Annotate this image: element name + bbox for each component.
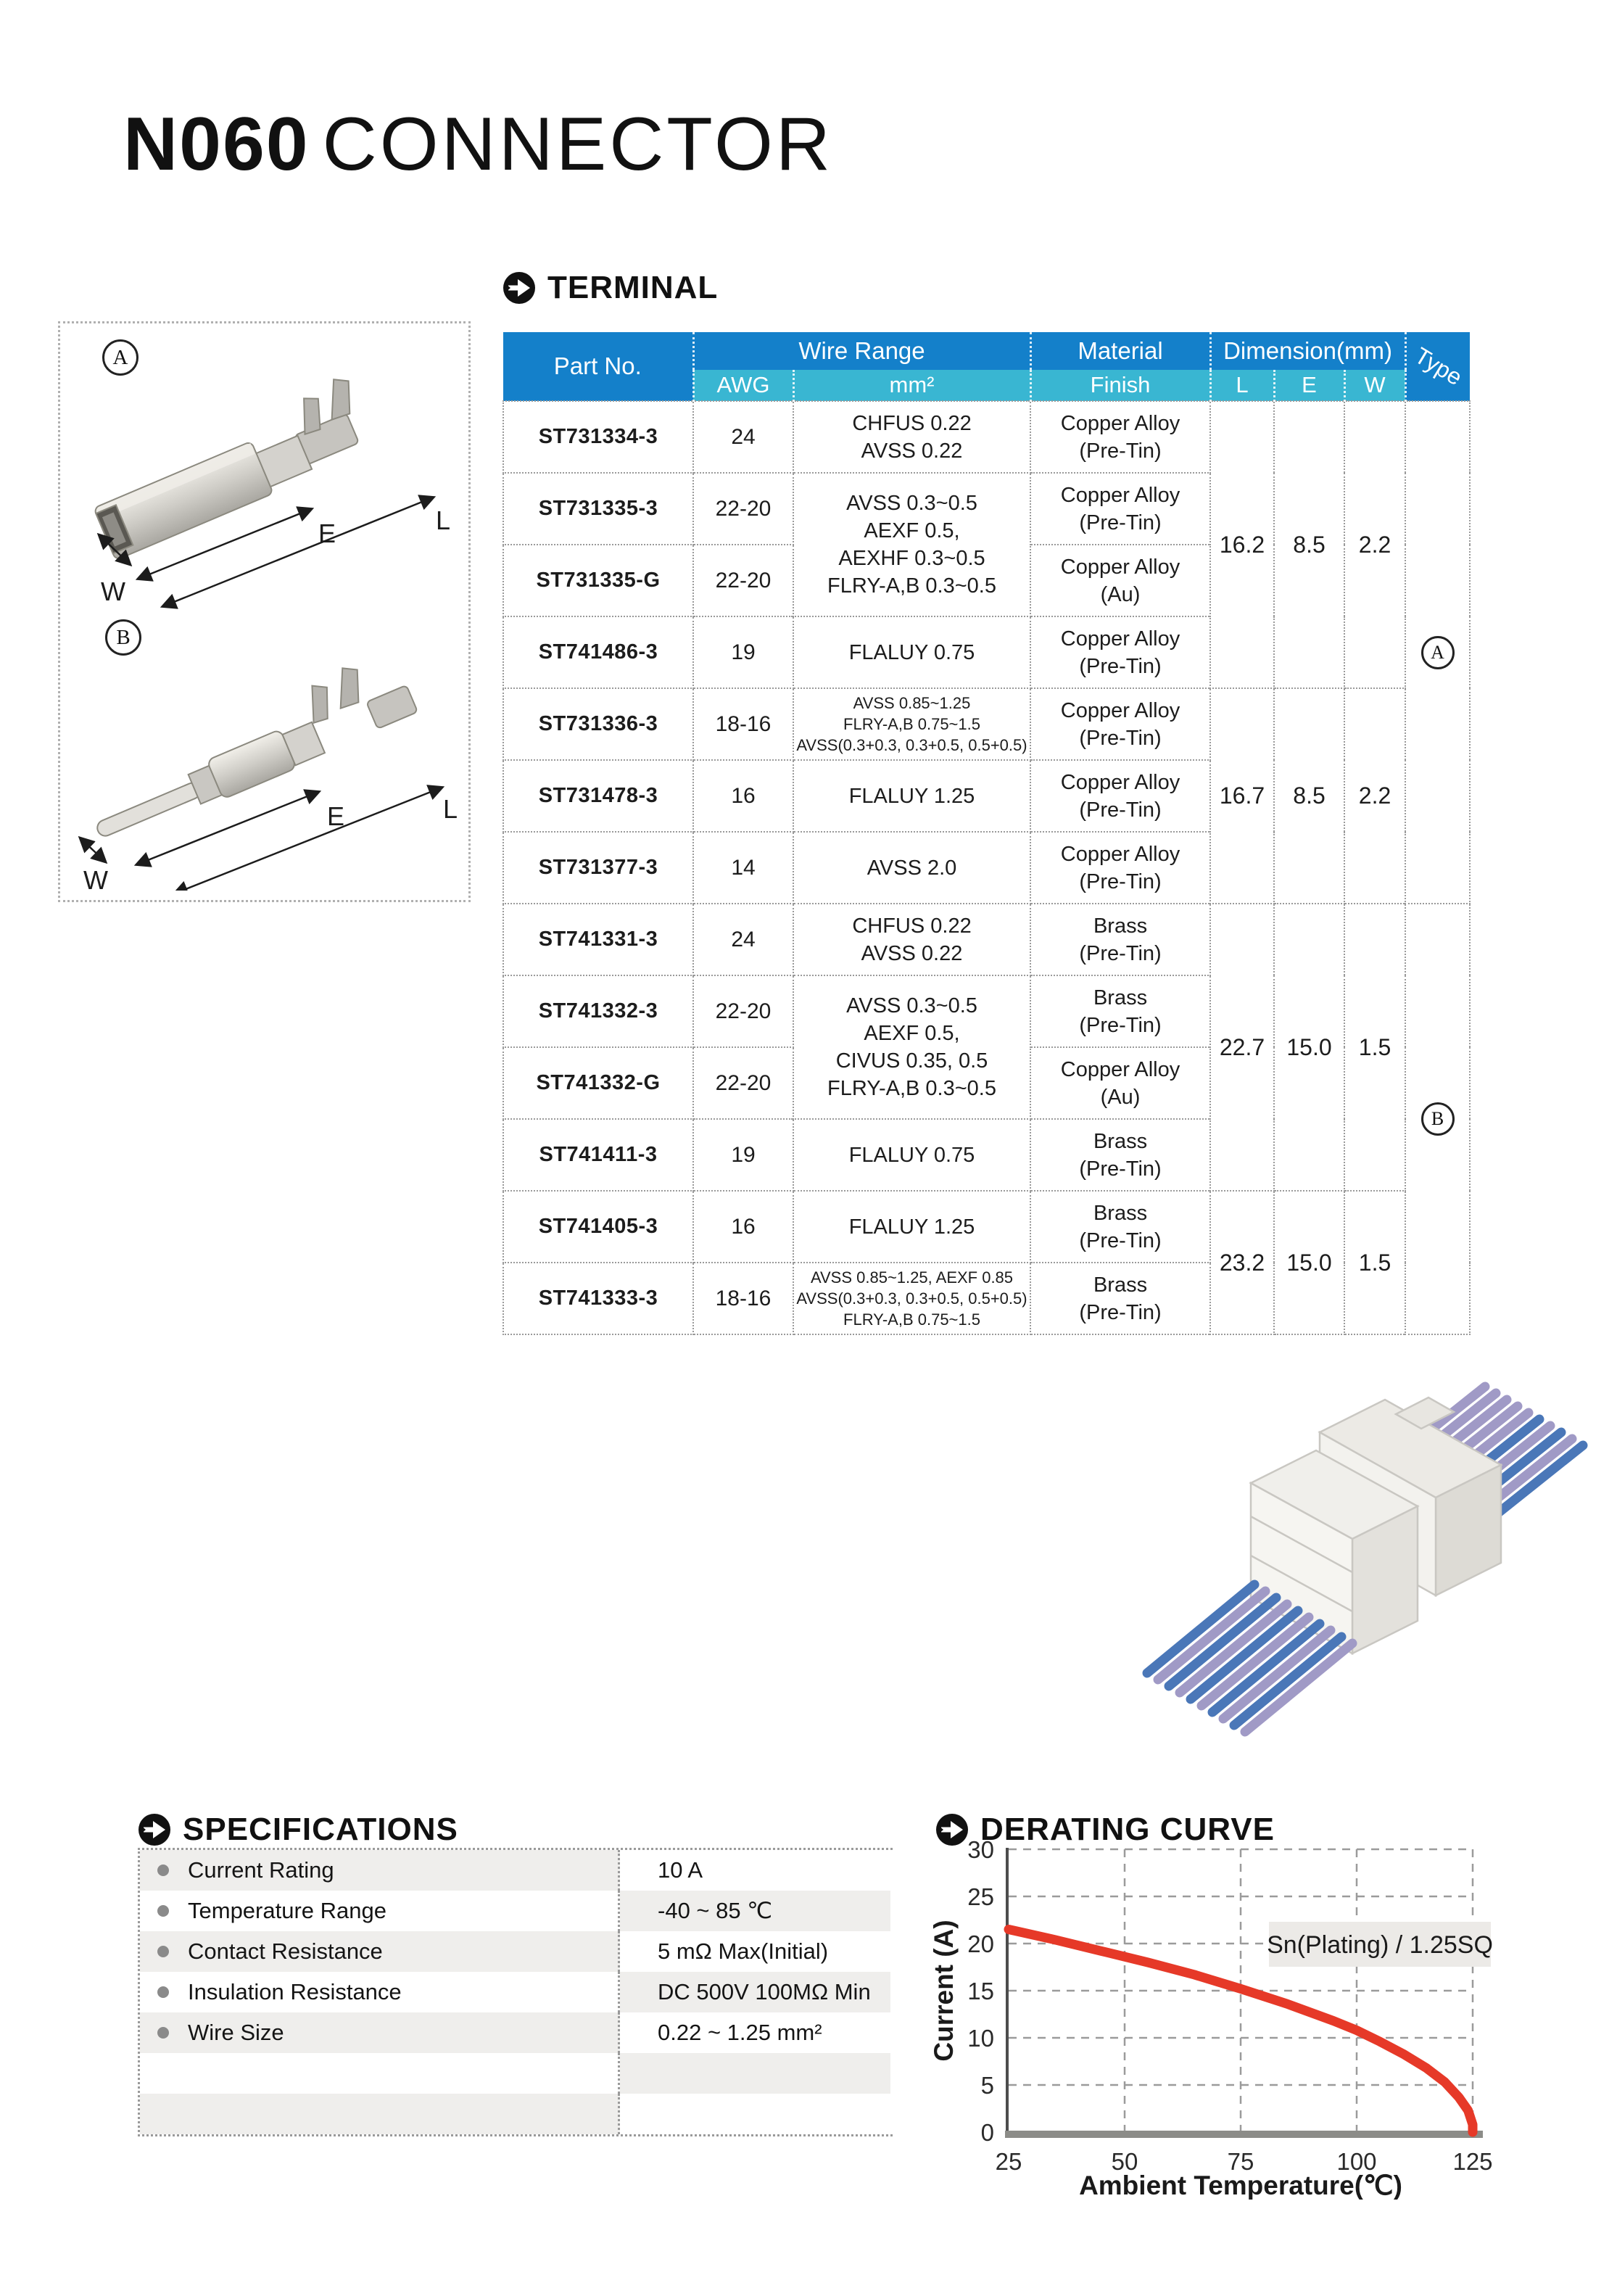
- col-header-dim-l: L: [1210, 370, 1274, 401]
- awg-cell: 18-16: [693, 1263, 793, 1334]
- part-no-cell: ST731478-3: [503, 760, 693, 832]
- col-header-dim-w: W: [1344, 370, 1405, 401]
- page-title-model: N060: [123, 102, 310, 186]
- material-finish-cell: Brass (Pre-Tin): [1030, 904, 1210, 975]
- dim-w-cell: 1.5: [1344, 1191, 1405, 1334]
- y-tick-label: 30: [967, 1836, 994, 1863]
- type-b-marker: B: [105, 619, 141, 656]
- material-finish-cell: Copper Alloy (Pre-Tin): [1030, 688, 1210, 760]
- type-cell: [1405, 401, 1470, 904]
- dim-e-label-b: E: [327, 801, 345, 831]
- spec-value: DC 500V 100MΩ Min: [658, 1979, 871, 2004]
- part-no-cell: ST731335-3: [503, 473, 693, 545]
- derating-section-title: DERATING CURVE: [980, 1812, 1275, 1847]
- spec-value-cell: [620, 1972, 890, 2012]
- dim-e-label-a: E: [318, 519, 336, 548]
- type-a-marker: A: [102, 339, 138, 376]
- terminal-a-illustration: [66, 348, 461, 618]
- material-finish-cell: Copper Alloy (Pre-Tin): [1030, 401, 1210, 473]
- part-no-cell: ST741331-3: [503, 904, 693, 975]
- part-no-cell: ST741332-G: [503, 1047, 693, 1119]
- col-header-finish: Finish: [1030, 370, 1210, 401]
- spec-row: [140, 2094, 893, 2134]
- awg-cell: 14: [693, 832, 793, 904]
- y-tick-label: 25: [967, 1883, 994, 1910]
- spec-label: Temperature Range: [188, 1898, 386, 1923]
- material-finish-cell: Copper Alloy (Pre-Tin): [1030, 760, 1210, 832]
- spec-label: Current Rating: [188, 1857, 334, 1883]
- col-header-wire-range: Wire Range: [693, 332, 1030, 370]
- part-no-cell: ST741411-3: [503, 1119, 693, 1191]
- wire-range-cell: AVSS 0.85~1.25, AEXF 0.85 AVSS(0.3+0.3, 0.3+0.5, 0.5+0.5) FLRY-A,B 0.75~1.5: [793, 1263, 1030, 1334]
- spec-label: Insulation Resistance: [188, 1979, 402, 2004]
- spec-label-cell: [140, 1931, 620, 1972]
- terminal-table-row: [503, 401, 1470, 473]
- dim-w-label-b: W: [83, 865, 108, 891]
- awg-cell: 22-20: [693, 975, 793, 1047]
- dim-e-cell: 15.0: [1274, 1191, 1344, 1334]
- material-finish-cell: Copper Alloy (Au): [1030, 545, 1210, 616]
- awg-cell: 24: [693, 401, 793, 473]
- y-tick-label: 15: [967, 1978, 994, 2004]
- spec-label-cell: [140, 2012, 620, 2053]
- part-no-cell: ST741486-3: [503, 616, 693, 688]
- col-header-awg: AWG: [693, 370, 793, 401]
- annotation-label: Sn(Plating) / 1.25SQ: [1267, 1931, 1493, 1959]
- wire-range-cell: AVSS 2.0: [793, 832, 1030, 904]
- part-no-cell: ST741333-3: [503, 1263, 693, 1334]
- terminal-diagram-panel: [58, 321, 471, 902]
- spec-value-cell: [620, 2012, 890, 2053]
- spec-row: [140, 1931, 893, 1972]
- type-cell: [1405, 904, 1470, 1334]
- page-title: [123, 102, 833, 188]
- dim-l-label-a: L: [436, 505, 451, 535]
- specifications-table: [138, 1848, 893, 2136]
- y-tick-label: 10: [967, 2025, 994, 2052]
- terminal-table-row: [503, 1191, 1470, 1263]
- y-tick-label: 5: [980, 2072, 994, 2099]
- material-finish-cell: Brass (Pre-Tin): [1030, 975, 1210, 1047]
- spec-value-cell: [620, 1931, 890, 1972]
- material-finish-cell: Brass (Pre-Tin): [1030, 1119, 1210, 1191]
- awg-cell: 16: [693, 760, 793, 832]
- type-b-cell-marker: B: [1421, 1102, 1455, 1136]
- awg-cell: 22-20: [693, 545, 793, 616]
- wire-range-cell: CHFUS 0.22 AVSS 0.22: [793, 904, 1030, 975]
- spec-label-cell: [140, 1891, 620, 1931]
- spec-label-cell: [140, 1850, 620, 1891]
- dim-w-cell: 2.2: [1344, 401, 1405, 688]
- awg-cell: 22-20: [693, 473, 793, 545]
- specifications-section-header: [138, 1812, 458, 1848]
- wire-range-cell: FLALUY 0.75: [793, 1119, 1030, 1191]
- wire-range-cell: AVSS 0.3~0.5 AEXF 0.5, CIVUS 0.35, 0.5 FLRY-A,B 0.3~0.5: [793, 975, 1030, 1119]
- page-title-suffix: CONNECTOR: [322, 102, 833, 186]
- wire-range-cell: FLALUY 0.75: [793, 616, 1030, 688]
- wire-range-cell: AVSS 0.85~1.25 FLRY-A,B 0.75~1.5 AVSS(0.3+0.3, 0.3+0.5, 0.5+0.5): [793, 688, 1030, 760]
- x-tick-label: 25: [995, 2148, 1022, 2175]
- dim-e-cell: 8.5: [1274, 401, 1344, 688]
- spec-value: -40 ~ 85 ℃: [658, 1898, 773, 1923]
- awg-cell: 22-20: [693, 1047, 793, 1119]
- section-arrow-icon: [138, 1813, 171, 1846]
- material-finish-cell: Copper Alloy (Au): [1030, 1047, 1210, 1119]
- type-a-cell-marker: A: [1421, 636, 1455, 669]
- wire-range-cell: AVSS 0.3~0.5 AEXF 0.5, AEXHF 0.3~0.5 FLRY-A,B 0.3~0.5: [793, 473, 1030, 616]
- material-finish-cell: Brass (Pre-Tin): [1030, 1263, 1210, 1334]
- bullet-icon: [157, 2027, 169, 2039]
- material-finish-cell: Brass (Pre-Tin): [1030, 1191, 1210, 1263]
- y-axis-title: Current (A): [929, 1920, 959, 2062]
- col-header-dimension: Dimension(mm): [1210, 332, 1405, 370]
- spec-label-cell: [140, 2094, 620, 2134]
- awg-cell: 19: [693, 1119, 793, 1191]
- bullet-icon: [157, 1905, 169, 1917]
- spec-value-cell: [620, 1891, 890, 1931]
- spec-label-cell: [140, 1972, 620, 2012]
- terminal-section-header: [503, 270, 718, 306]
- x-axis-title: Ambient Temperature(℃): [1079, 2171, 1402, 2200]
- material-finish-cell: Copper Alloy (Pre-Tin): [1030, 473, 1210, 545]
- spec-value: 10 A: [658, 1857, 703, 1883]
- specifications-section-title: SPECIFICATIONS: [183, 1812, 458, 1847]
- col-header-mm2: mm²: [793, 370, 1030, 401]
- spec-value-cell: [620, 2094, 890, 2134]
- awg-cell: 24: [693, 904, 793, 975]
- spec-value: 5 mΩ Max(Initial): [658, 1938, 829, 1964]
- col-header-dim-e: E: [1274, 370, 1344, 401]
- dim-w-label-a: W: [101, 577, 125, 606]
- terminal-table: [503, 332, 1471, 1335]
- spec-row: [140, 2012, 893, 2053]
- section-arrow-icon: [503, 271, 536, 305]
- bullet-icon: [157, 1986, 169, 1998]
- spec-row: [140, 1972, 893, 2012]
- spec-value-cell: [620, 2053, 890, 2094]
- awg-cell: 18-16: [693, 688, 793, 760]
- dim-e-cell: 8.5: [1274, 688, 1344, 904]
- dim-w-cell: 2.2: [1344, 688, 1405, 904]
- terminal-section-title: TERMINAL: [547, 270, 719, 305]
- part-no-cell: ST741332-3: [503, 975, 693, 1047]
- spec-label-cell: [140, 2053, 620, 2094]
- part-no-cell: ST731334-3: [503, 401, 693, 473]
- spec-row: [140, 1891, 893, 1931]
- part-no-cell: ST741405-3: [503, 1191, 693, 1263]
- spec-row: [140, 2053, 893, 2094]
- x-tick-label: 125: [1452, 2148, 1493, 2175]
- part-no-cell: ST731336-3: [503, 688, 693, 760]
- spec-label: Contact Resistance: [188, 1938, 383, 1964]
- y-tick-label: 20: [967, 1930, 994, 1957]
- wire-range-cell: FLALUY 1.25: [793, 1191, 1030, 1263]
- dim-l-cell: 16.2: [1210, 401, 1274, 688]
- bullet-icon: [157, 1865, 169, 1876]
- spec-label: Wire Size: [188, 2020, 284, 2045]
- wire-range-cell: FLALUY 1.25: [793, 760, 1030, 832]
- connector-product-image: [1037, 1345, 1588, 1751]
- y-tick-label: 0: [980, 2119, 994, 2146]
- awg-cell: 19: [693, 616, 793, 688]
- terminal-table-row: [503, 904, 1470, 975]
- dim-l-cell: 22.7: [1210, 904, 1274, 1191]
- awg-cell: 16: [693, 1191, 793, 1263]
- dim-l-cell: 23.2: [1210, 1191, 1274, 1334]
- dim-l-cell: 16.7: [1210, 688, 1274, 904]
- x-tick-label: 50: [1111, 2148, 1138, 2175]
- part-no-cell: ST731335-G: [503, 545, 693, 616]
- dim-l-label-b: L: [443, 794, 458, 824]
- col-header-part-no: Part No.: [503, 332, 693, 401]
- material-finish-cell: Copper Alloy (Pre-Tin): [1030, 616, 1210, 688]
- derating-chart: [921, 1833, 1508, 2200]
- part-no-cell: ST731377-3: [503, 832, 693, 904]
- terminal-table-row: [503, 688, 1470, 760]
- spec-value-cell: [620, 1850, 890, 1891]
- dim-w-cell: 1.5: [1344, 904, 1405, 1191]
- terminal-b-illustration: [66, 635, 461, 891]
- x-tick-label: 100: [1336, 2148, 1377, 2175]
- dim-e-cell: 15.0: [1274, 904, 1344, 1191]
- spec-value: 0.22 ~ 1.25 mm²: [658, 2020, 822, 2045]
- wire-range-cell: CHFUS 0.22 AVSS 0.22: [793, 401, 1030, 473]
- material-finish-cell: Copper Alloy (Pre-Tin): [1030, 832, 1210, 904]
- spec-row: [140, 1850, 893, 1891]
- col-header-type: Type: [1405, 332, 1470, 401]
- x-tick-label: 75: [1227, 2148, 1254, 2175]
- col-header-material: Material: [1030, 332, 1210, 370]
- bullet-icon: [157, 1946, 169, 1957]
